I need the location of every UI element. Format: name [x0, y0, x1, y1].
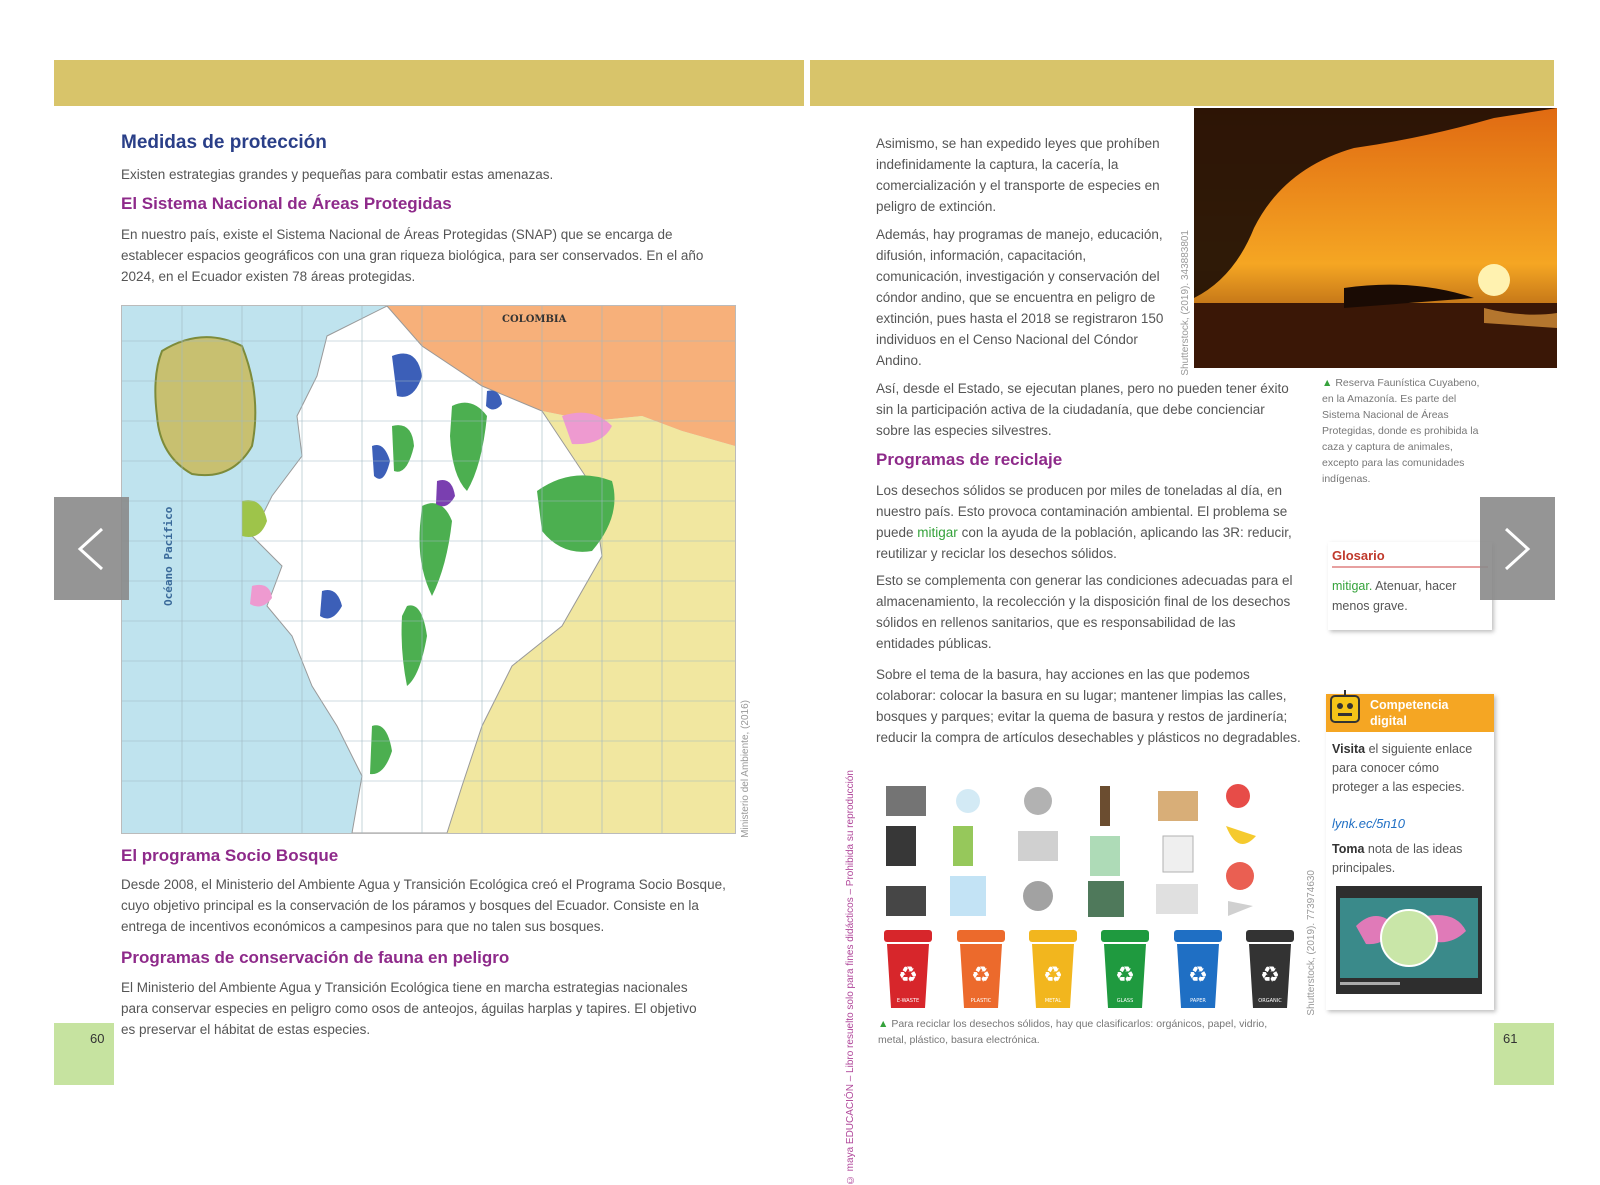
para-condor: Además, hay programas de manejo, educación, difusión, información, capacitación, comunicación, investigación y conservación del cóndor andino, que se encuentra en peligro de extinción, pues hasta el 2018 se registraron 150 individuos en el Censo Nacional del Cóndor Andino. — [876, 227, 1164, 368]
competencia-digital-box — [1326, 694, 1494, 1010]
robot-icon — [1328, 688, 1362, 728]
heading-fauna: Programas de conservación de fauna en peligro — [121, 948, 510, 967]
svg-text:♻: ♻ — [1188, 963, 1208, 988]
header-band-left — [54, 60, 804, 106]
header-band-right — [810, 60, 1554, 106]
bin-organic — [1244, 930, 1296, 1010]
bin-label-paper: PAPER — [1190, 998, 1206, 1004]
vertical-copyright: © maya EDUCACIÓN – Libro resuelto solo para fines didácticos – Prohibida su reproducción — [845, 770, 856, 1185]
glossary-box — [1328, 542, 1492, 630]
heading-medidas: Medidas de protección — [121, 132, 327, 153]
fauna-text: El Ministerio del Ambiente Agua y Transición Ecológica tiene en marcha estrategias nacionales para conservar especies en peligro como osos de anteojos, águilas harplas y tapires. El objetivo es preservar el hábitat de estas especies. — [121, 980, 697, 1037]
svg-text:♻: ♻ — [1115, 963, 1135, 988]
bin-label-organic: ORGANIC — [1258, 998, 1282, 1004]
chevron-left-icon — [76, 527, 106, 571]
socio-bosque-text: Desde 2008, el Ministerio del Ambiente Agua y Transición Ecológica creó el Programa Socio Bosque, cuyo objetivo principal es la conservación de los páramos y bosques del Ecuador. Consiste en la entrega de incentivos económicos a campesinos para que no talen sus bosques. — [121, 877, 726, 934]
photo-caption: ▲ Reserva Faunística Cuyabeno, en la Amazonía. Es parte del Sistema Nacional de Áreas Protegidas, donde es prohibida la caza y captura de animales, excepto para las comunidades indígenas. — [1322, 377, 1480, 485]
bin-glass — [1099, 930, 1151, 1010]
ecuador-map-graphic — [122, 306, 735, 833]
prev-page-button[interactable] — [54, 497, 129, 600]
sunset-illustration — [1194, 108, 1557, 368]
waste-items-graphic — [878, 776, 1298, 926]
bin-label-plastic: PLASTIC — [970, 998, 992, 1004]
page-number-right: 61 — [1503, 1031, 1518, 1046]
bin-label-e-waste: E-WASTE — [896, 998, 920, 1004]
intro-text: Existen estrategias grandes y pequeñas para combatir estas amenazas. — [121, 167, 554, 182]
bin-plastic — [955, 930, 1007, 1010]
mitigar-term: mitigar — [917, 525, 958, 540]
svg-text:♻: ♻ — [971, 963, 991, 988]
competencia-visita: Visita el siguiente enlace para conocer cómo proteger a las especies. — [1332, 742, 1473, 794]
bin-label-metal: METAL — [1044, 998, 1062, 1004]
svg-text:♻: ♻ — [898, 963, 918, 988]
para-basura: Sobre el tema de la basura, hay acciones en las que podemos colaborar: colocar la basura en su lugar; mantener limpias las calles, bosques y parques; evitar la quema de basura y restos de jardinería; reducir la compra de artículos desechables y plásticos no degradables. — [876, 667, 1301, 745]
map-label-colombia: COLOMBIA — [502, 314, 567, 325]
protected-areas-map — [121, 305, 736, 834]
para-leyes: Asimismo, se han expedido leyes que prohíben indefinidamente la captura, la cacería, la comercialización y el transporte de especies en peligro de extinción. — [876, 136, 1160, 214]
heading-reciclaje: Programas de reciclaje — [876, 450, 1063, 469]
page-number-left: 60 — [90, 1031, 105, 1046]
glossary-title: Glosario — [1332, 548, 1385, 563]
para-estado: Así, desde el Estado, se ejecutan planes, pero no pueden tener éxito sin la participación activa de la ciudadanía, que debe concienciar sobre las especies silvestres. — [876, 381, 1289, 438]
video-thumbnail[interactable] — [1336, 886, 1482, 994]
snap-text: En nuestro país, existe el Sistema Nacional de Áreas Protegidas (SNAP) que se encarga de establecer espacios geográficos con una gran riqueza biológica, para ser conservados. En el año 2024, en el Ecuador existen 78 áreas protegidas. — [121, 227, 704, 284]
chevron-right-icon — [1502, 527, 1532, 571]
next-page-button[interactable] — [1480, 497, 1555, 600]
para-complementa: Esto se complementa con generar las condiciones adecuadas para el almacenamiento, la recolección y la disposición final de los desechos sólidos en rellenos sanitarios, que es responsabilidad de las entidades públicas. — [876, 573, 1293, 651]
glossary-divider — [1332, 566, 1488, 568]
competencia-title: Competencia digital — [1370, 698, 1449, 728]
heading-snap: El Sistema Nacional de Áreas Protegidas — [121, 194, 452, 213]
bin-metal — [1027, 930, 1079, 1010]
map-label-ocean: Océano Pacífico — [162, 506, 175, 606]
para-reciclaje: Los desechos sólidos se producen por miles de toneladas al día, en nuestro país. Esto provoca contaminación ambiental. El problema se puede mitigar con la ayuda de la población, aplicando las 3R: reducir, reutilizar y reciclar los desechos sólidos. — [876, 483, 1292, 561]
bin-e-waste — [882, 930, 934, 1010]
map-credit: Ministerio del Ambiente, (2016) — [740, 700, 751, 838]
bins-caption: ▲ Para reciclar los desechos sólidos, hay que clasificarlos: orgánicos, papel, vidrio, metal, plástico, basura electrónica. — [878, 1018, 1268, 1046]
competencia-link[interactable]: lynk.ec/5n10 — [1332, 816, 1405, 831]
bins-credit: Shutterstock, (2019). 773974630 — [1306, 870, 1317, 1016]
heading-socio-bosque: El programa Socio Bosque — [121, 846, 339, 865]
page-tab-left — [54, 1023, 114, 1085]
bin-label-glass: GLASS — [1116, 998, 1134, 1004]
cuyabeno-photo — [1194, 108, 1557, 368]
glossary-definition: mitigar. Atenuar, hacer menos grave. — [1332, 579, 1457, 613]
competencia-toma: Toma nota de las ideas principales. — [1332, 842, 1463, 875]
svg-text:♻: ♻ — [1260, 963, 1280, 988]
svg-text:♻: ♻ — [1043, 963, 1063, 988]
bin-paper — [1172, 930, 1224, 1010]
photo-credit: Shutterstock, (2019). 343883801 — [1180, 230, 1191, 376]
recycling-items-illustration — [878, 776, 1298, 926]
